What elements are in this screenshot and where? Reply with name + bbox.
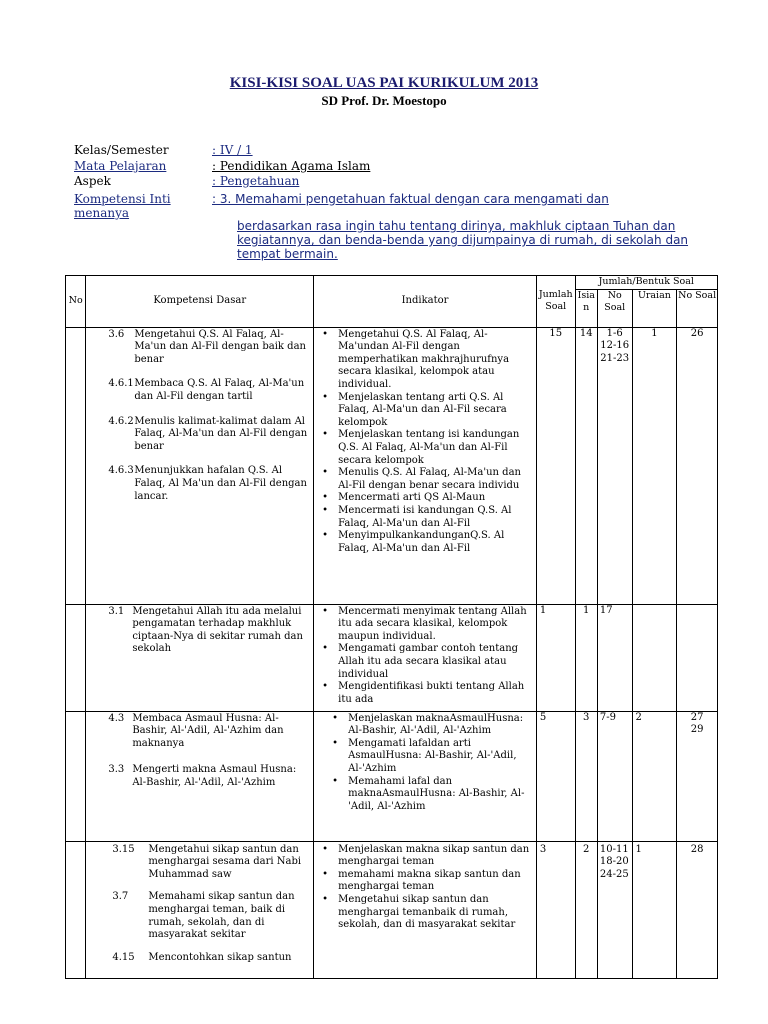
- school-name: SD Prof. Dr. Moestopo: [321, 93, 447, 108]
- kd-item: 4.6.2 Menulis kalimat-kalimat dalam Al Falaq, Al-Ma'un dan Al-Fil dengan benar: [108, 415, 308, 452]
- kelas-value: : IV / 1: [212, 143, 253, 157]
- list-item: • Memahami lafal dan maknaAsmaulHusna: Al-Bashir, Al-'Adil, Al-'Azhim: [348, 776, 530, 814]
- row-no: [66, 604, 86, 711]
- kd-item: 3.3 Mengerti makna Asmaul Husna: Al-Bashir, Al-'Adil, Al-'Azhim: [108, 764, 297, 788]
- isian-count: 3: [575, 711, 597, 841]
- uraian-numbers: 28: [677, 841, 718, 978]
- list-item: • Menulis Q.S. Al Falaq, Al-Ma'un dan Al-Fil dengan benar secara individu: [338, 467, 530, 492]
- list-item: • MenyimpulkankandunganQ.S. Al Falaq, Al-Ma'un dan Al-Fil: [338, 530, 530, 555]
- row-no: [66, 327, 86, 604]
- uraian-count: 1: [632, 327, 677, 604]
- list-item: • Mengetahui Q.S. Al Falaq, Al-Ma'undan Al-Fil dengan memperhatikan makhrajhurufnya secara klasikal, kelompok atau individual.: [338, 329, 530, 392]
- list-item: • Menjelaskan tentang isi kandungan Q.S. Al Falaq, Al-Ma'un dan Al-Fil secara kelompok: [338, 429, 530, 467]
- kd-cell: [86, 604, 314, 711]
- header-no-soal: No Soal: [597, 289, 632, 327]
- list-item: • Mencermati menyimak tentang Allah itu ada secara klasikal, kelompok maupun individual.: [338, 606, 530, 644]
- header-indikator: Indikator: [314, 276, 537, 328]
- isian-numbers: 10-11 18-20 24-25: [597, 841, 632, 978]
- kd-item: 4.15 Mencontohkan sikap santun: [112, 951, 292, 963]
- jumlah-soal: 3: [536, 841, 575, 978]
- indikator-cell: [314, 327, 537, 604]
- row-no: [66, 711, 86, 841]
- list-item: • Mencermati arti QS Al-Maun: [338, 492, 530, 505]
- list-item: • Menjelaskan makna sikap santun dan menghargai teman: [338, 844, 530, 869]
- list-item: • Mengidentifikasi bukti tentang Allah itu ada: [338, 681, 530, 706]
- kisi-kisi-table: [65, 275, 718, 979]
- kd-item: 3.15 Mengetahui sikap santun dan menghargai sesama dari Nabi Muhammad saw: [112, 843, 302, 880]
- kd-item: 4.6.1 Membaca Q.S. Al Falaq, Al-Ma'un dan Al-Fil dengan tartil: [108, 378, 305, 402]
- aspek-label: Aspek: [74, 174, 111, 188]
- list-item: • Menjelaskan tentang arti Q.S. Al Falaq, Al-Ma'un dan Al-Fil secara kelompok: [338, 392, 530, 430]
- kd-item: 3.7 Memahami sikap santun dan menghargai teman, baik di rumah, sekolah, dan di masyarakat sekitar: [112, 891, 295, 941]
- ki-label-cont: menanya: [74, 206, 130, 220]
- uraian-count: [632, 604, 677, 711]
- kelas-label: Kelas/Semester: [74, 143, 169, 157]
- isian-numbers: 7-9: [597, 711, 632, 841]
- indikator-cell: [314, 604, 537, 711]
- table-row: [66, 327, 718, 604]
- uraian-count: 2: [632, 711, 677, 841]
- header-no-soal-uraian: No Soal: [677, 289, 718, 327]
- indikator-cell: [314, 711, 537, 841]
- list-item: • Mengetahui sikap santun dan menghargai temanbaik di rumah, sekolah, dan di masyarakat sekitar: [338, 894, 530, 932]
- header-uraian: Uraian: [632, 289, 677, 327]
- header-jumlah-soal: Jumlah Soal: [536, 276, 575, 328]
- header-kompetensi-dasar: Kompetensi Dasar: [86, 276, 314, 328]
- table-row: [66, 711, 718, 841]
- table-row: [66, 841, 718, 978]
- uraian-numbers: [677, 604, 718, 711]
- ki-continuation: berdasarkan rasa ingin tahu tentang dirinya, makhluk ciptaan Tuhan dan kegiatannya, dan benda-benda yang dijumpainya di rumah, di sekolah dan tempat bermain.: [237, 219, 689, 261]
- isian-count: 2: [575, 841, 597, 978]
- indikator-cell: [314, 841, 537, 978]
- row-no: [66, 841, 86, 978]
- list-item: • Mengamati lafaldan arti AsmaulHusna: Al-Bashir, Al-'Adil, Al-'Azhim: [348, 738, 530, 776]
- kd-item: 3.1 Mengetahui Allah itu ada melalui pengamatan terhadap makhluk ciptaan-Nya di sekitar rumah dan sekolah: [108, 605, 303, 655]
- header-jumlah-bentuk: Jumlah/Bentuk Soal: [575, 276, 717, 290]
- table-row: [66, 604, 718, 711]
- document-title: KISI-KISI SOAL UAS PAI KURIKULUM 2013: [229, 75, 539, 91]
- isian-numbers: 17: [597, 604, 632, 711]
- list-item: • Mencermati isi kandungan Q.S. Al Falaq, Al-Ma'un dan Al-Fil: [338, 505, 530, 530]
- list-item: • Mengamati gambar contoh tentang Allah itu ada secara klasikal atau individual: [338, 643, 530, 681]
- kd-cell: [86, 841, 314, 978]
- header-no: No: [66, 276, 86, 328]
- uraian-numbers: 26: [677, 327, 718, 604]
- header-isian: Isian: [575, 289, 597, 327]
- uraian-numbers: 27 29: [677, 711, 718, 841]
- kd-item: 4.6.3 Menunjukkan hafalan Q.S. Al Falaq, Al Ma'un dan Al-Fil dengan lancar.: [108, 465, 307, 502]
- isian-count: 14: [575, 327, 597, 604]
- aspek-value: : Pengetahuan: [212, 174, 300, 188]
- jumlah-soal: 1: [536, 604, 575, 711]
- uraian-count: 1: [632, 841, 677, 978]
- jumlah-soal: 15: [536, 327, 575, 604]
- ki-label: Kompetensi Inti: [74, 192, 171, 206]
- mapel-value: : Pendidikan Agama Islam: [212, 159, 371, 173]
- kd-cell: [86, 711, 314, 841]
- list-item: • memahami makna sikap santun dan menghargai teman: [338, 869, 530, 894]
- jumlah-soal: 5: [536, 711, 575, 841]
- isian-count: 1: [575, 604, 597, 711]
- ki-value: : 3. Memahami pengetahuan faktual dengan cara mengamati dan: [212, 192, 609, 206]
- list-item: • Menjelaskan maknaAsmaulHusna: Al-Bashir, Al-'Adil, Al-'Azhim: [348, 713, 530, 738]
- mapel-label: Mata Pelajaran: [74, 159, 167, 173]
- isian-numbers: 1-6 12-16 21-23: [597, 327, 632, 604]
- kd-item: 3.6 Mengetahui Q.S. Al Falaq, Al-Ma'un dan Al-Fil dengan baik dan benar: [108, 328, 306, 365]
- kd-item: 4.3 Membaca Asmaul Husna: Al-Bashir, Al-'Adil, Al-'Azhim dan maknanya: [108, 712, 284, 749]
- kd-cell: [86, 327, 314, 604]
